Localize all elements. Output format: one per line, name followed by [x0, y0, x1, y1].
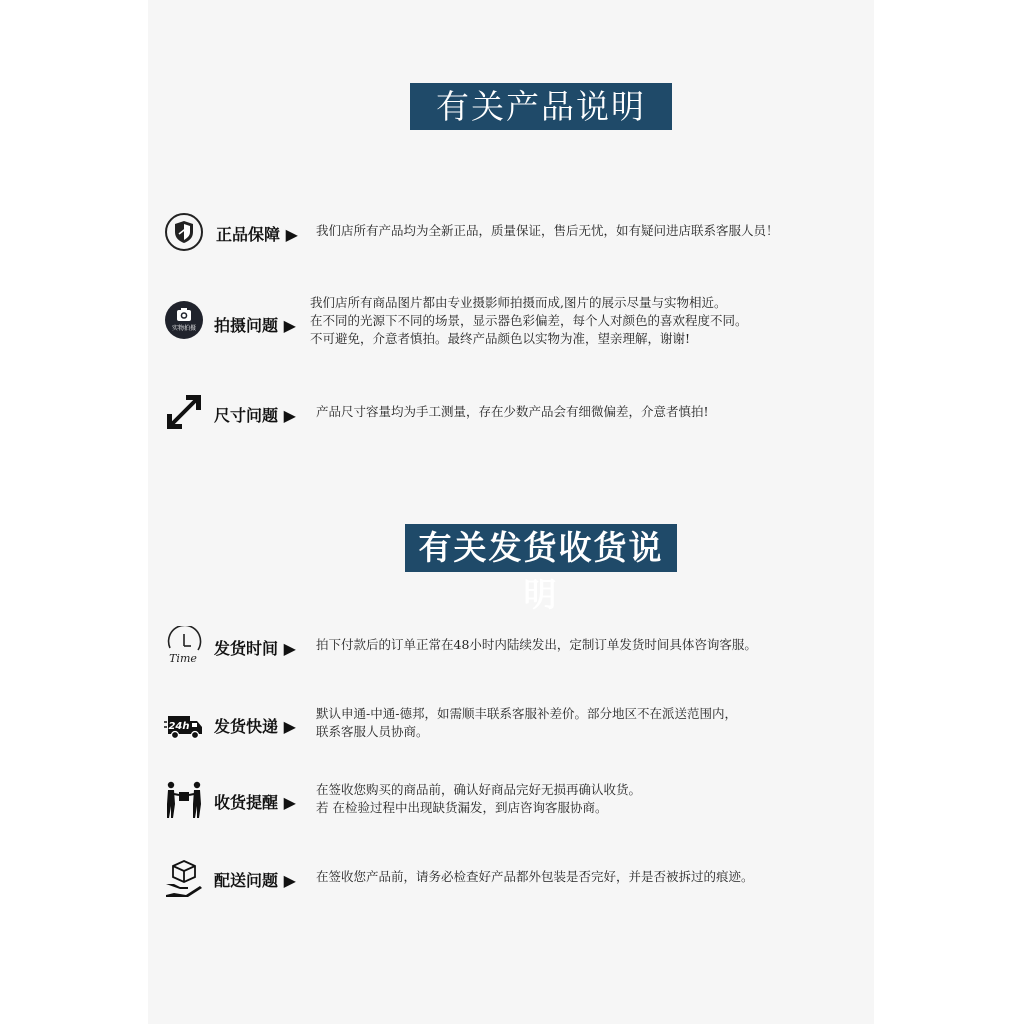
camera-icon — [164, 300, 204, 340]
svg-text:24h: 24h — [168, 721, 190, 732]
description-line: 产品尺寸容量均为手工测量，存在少数产品会有细微偏差，介意者慎拍! — [316, 404, 709, 419]
receipt-description — [316, 781, 641, 817]
package-hand-icon — [164, 858, 204, 898]
ship-time-description — [316, 636, 757, 654]
courier-label: 发货快递 ▶ — [214, 717, 296, 736]
svg-text:实物拍摄: 实物拍摄 — [171, 325, 197, 332]
handover-people-icon — [164, 780, 204, 820]
delivery-label: 配送问题 ▶ — [214, 871, 296, 890]
description-line: 我们店所有产品均为全新正品，质量保证，售后无忧，如有疑问进店联系客服人员！ — [316, 223, 779, 238]
description-line: 不可避免，介意者慎拍。最终产品颜色以实物为准，望亲理解，谢谢! — [310, 331, 691, 346]
ship-time-label: 发货时间 ▶ — [214, 639, 296, 658]
description-line: 在签收您购买的商品前，确认好商品完好无损再确认收货。 — [316, 782, 642, 797]
shield-icon — [164, 212, 204, 252]
size-description — [316, 403, 709, 421]
photography-description — [310, 294, 748, 348]
photography-label: 拍摄问题 ▶ — [214, 316, 296, 335]
info-page — [148, 0, 874, 1024]
description-line: 在签收您产品前，请务必检查好产品都外包装是否完好，并是否被拆过的痕迹。 — [316, 869, 754, 884]
size-label: 尺寸问题 ▶ — [214, 406, 296, 425]
description-line: 我们店所有商品图片都由专业摄影师拍摄而成,图片的展示尽量与实物相近。 — [310, 295, 727, 310]
genuine-description — [316, 222, 779, 240]
description-line: 默认申通-中通-德邦，如需顺丰联系客服补差价。部分地区不在派送范围内， — [316, 706, 737, 721]
clock-time-icon — [164, 626, 204, 666]
courier-description — [316, 705, 737, 741]
description-line: 联系客服人员协商。 — [316, 724, 429, 739]
description-line: 在不同的光源下不同的场景，显示器色彩偏差，每个人对颜色的喜欢程度不同。 — [310, 313, 748, 328]
description-line: 若 在检验过程中出现缺货漏发，到店咨询客服协商。 — [316, 800, 608, 815]
product-section-title: 有关产品说明 — [410, 83, 672, 130]
shipping-section-title: 有关发货收货说明 — [405, 524, 677, 572]
svg-text:Time: Time — [169, 652, 197, 665]
resize-arrows-icon — [164, 392, 204, 432]
receipt-label: 收货提醒 ▶ — [214, 793, 296, 812]
description-line: 拍下付款后的订单正常在48小时内陆续发出，定制订单发货时间具体咨询客服。 — [316, 637, 757, 652]
delivery-truck-icon — [164, 704, 204, 744]
genuine-label: 正品保障 ▶ — [216, 225, 298, 244]
delivery-description — [316, 868, 754, 886]
